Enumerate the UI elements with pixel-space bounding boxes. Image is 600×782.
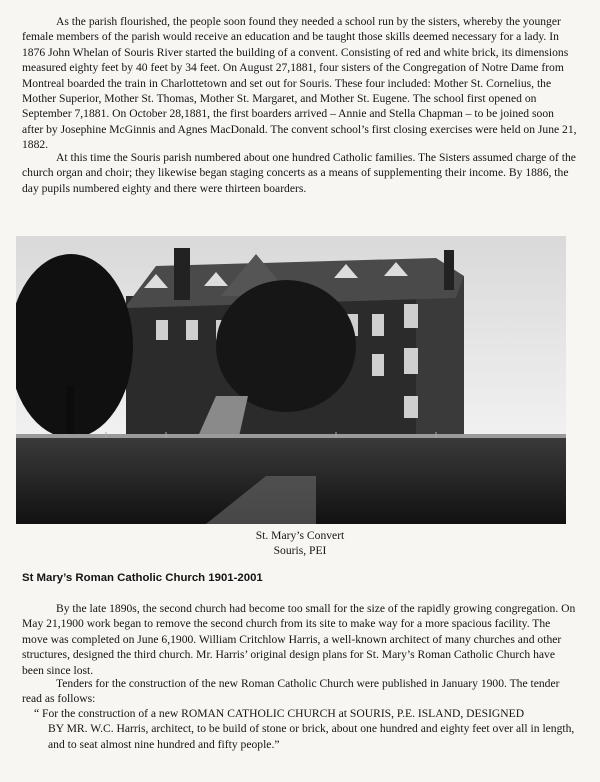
paragraph-parish-families: At this time the Souris parish numbered about one hundred Catholic families. The Sisters assumed charge of the church organ and choir; they likewise began staging concerts as a means of supplementing their income. By 1886, the day pupils numbered eighty and there were thirteen boarders. bbox=[22, 151, 576, 195]
paragraph-tenders: Tenders for the construction of the new Roman Catholic Church were published in January 1900. The tender read as follows: bbox=[22, 677, 560, 706]
tender-quote-line1: “ For the construction of a new ROMAN CATHOLIC CHURCH at SOURIS, P.E. ISLAND, DESIGNED bbox=[34, 707, 525, 720]
section-heading: St Mary’s Roman Catholic Church 1901-2001 bbox=[22, 572, 263, 584]
paragraph-convent-history: As the parish flourished, the people soon found they needed a school run by the sisters, whereby the younger female members of the parish would receive an education and be taught those skills deemed necessary for a lady. In 1876 John Whelan of Souris River started the building of a convent. Consisting of red and white brick, its dimensions measured eighty feet by 40 feet by 34 feet. On August 27,1881, four sisters of the Congregation of Notre Dame from Montreal boarded the train in Charlottetown and set out for Souris. These four included: Mother St. Cornelius, the Mother Superior, Mother St. Thomas, Mother St. Margaret, and Mother St. Eugene. The school first opened on September 7,1881. On October 28,1881, the first boarders arrived – Annie and Stella Chapman – to be joined soon after by Josephine McGinnis and Agnes MacDonald. The convent school’s first closing exercises were held on June 21, 1882. bbox=[22, 15, 577, 152]
caption-title: St. Mary’s Convert bbox=[255, 529, 345, 542]
photo-caption bbox=[0, 528, 600, 558]
convent-photograph bbox=[16, 236, 566, 524]
tender-quote-rest: BY MR. W.C. Harris, architect, to be build of stone or brick, about one hundred and eighty feet over all in length, and to seat almost nine hundred and fifty people.” bbox=[48, 722, 575, 751]
paragraph-third-church: By the late 1890s, the second church had become too small for the size of the rapidly growing congregation. On May 21,1900 work began to remove the second church from its site to make way for a more spacious facility. The move was completed on June 6,1900. William Critchlow Harris, a well-known architect of many churches and other structures, designed the third church. Mr. Harris’ original design plans for St. Mary’s Roman Catholic Church have been since lost. bbox=[22, 602, 576, 677]
caption-location: Souris, PEI bbox=[273, 544, 327, 557]
tender-quote bbox=[34, 706, 580, 752]
